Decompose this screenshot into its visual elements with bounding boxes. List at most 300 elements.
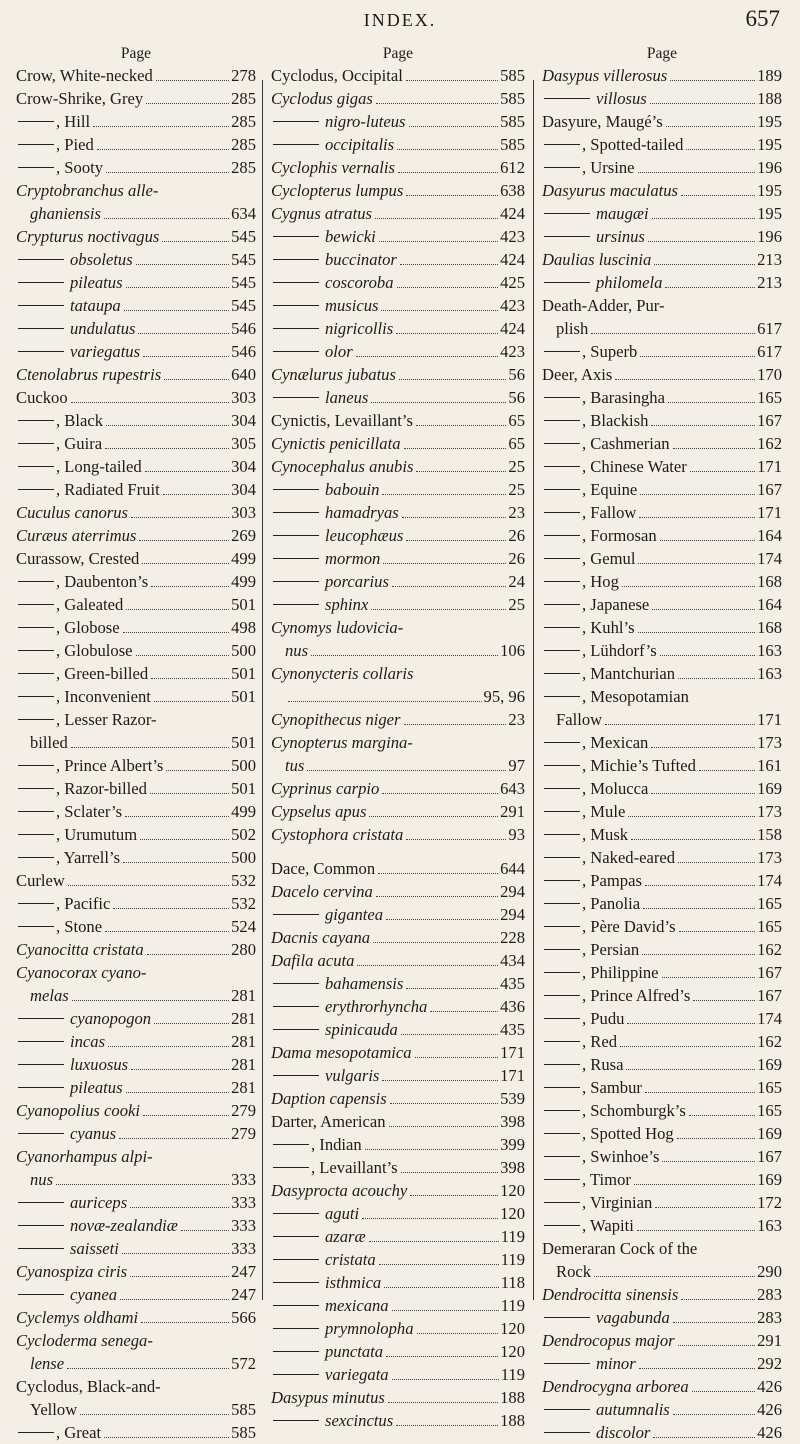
entry-term: ghaniensis (30, 204, 101, 223)
index-entry (542, 616, 782, 639)
entry-term: , Great (56, 1423, 102, 1442)
entry-term: , Chinese Water (582, 457, 687, 476)
index-entry (16, 570, 256, 593)
dot-leader (686, 149, 755, 150)
index-entry (271, 501, 525, 524)
entry-term: , Guira (56, 434, 103, 453)
dot-leader (673, 448, 755, 449)
entry-page-number: 173 (757, 802, 782, 821)
dot-leader (410, 1195, 498, 1196)
entry-term: Cyprinus carpio (271, 779, 380, 798)
dot-leader (68, 885, 229, 886)
entry-term: , Razor-billed (56, 779, 147, 798)
entry-term: Rock (556, 1262, 592, 1281)
dot-leader (689, 1115, 755, 1116)
dot-leader (668, 402, 755, 403)
entry-page-number: 25 (508, 595, 525, 614)
dot-leader (369, 816, 498, 817)
dot-leader (106, 172, 229, 173)
entry-page-number: 425 (500, 273, 525, 292)
dot-leader (693, 1000, 755, 1001)
entry-page-number: 247 (231, 1262, 256, 1281)
entry-page-number: 195 (757, 135, 782, 154)
index-entry (271, 1179, 525, 1202)
entry-page-number: 333 (231, 1193, 256, 1212)
dot-leader (147, 954, 229, 955)
entry-term: Dendrocitta sinensis (542, 1285, 679, 1304)
index-entry (16, 1237, 256, 1260)
index-entry (16, 800, 256, 823)
dot-leader (638, 563, 755, 564)
entry-page-number: 213 (757, 273, 782, 292)
entry-term: , Stone (56, 917, 103, 936)
entry-term: , Mule (582, 802, 626, 821)
index-entry (16, 248, 256, 271)
index-entry (16, 1168, 256, 1191)
entry-page-number: 426 (757, 1423, 782, 1442)
entry-term: cyanus (70, 1124, 117, 1143)
dot-leader (130, 1207, 229, 1208)
index-entry (271, 926, 525, 949)
entry-page-number: 638 (500, 181, 525, 200)
dot-leader (311, 655, 498, 656)
index-entry (542, 938, 782, 961)
dot-leader (397, 149, 498, 150)
entry-page-number: 169 (757, 1055, 782, 1074)
index-entry (16, 984, 256, 1007)
entry-term: Cynomys ludovicia- (271, 618, 404, 637)
index-entry (542, 823, 782, 846)
entry-term: erythrorhyncha (325, 997, 428, 1016)
entry-term: sphinx (325, 595, 369, 614)
column-rule (262, 80, 263, 1300)
dot-leader (151, 678, 229, 679)
entry-term: , Persian (582, 940, 640, 959)
dot-leader (126, 1092, 229, 1093)
page-header (0, 4, 800, 38)
dot-leader (123, 862, 229, 863)
entry-page-number: 566 (231, 1308, 256, 1327)
entry-term: , Pudu (582, 1009, 625, 1028)
entry-term: , Gemul (582, 549, 636, 568)
entry-page-number: 545 (231, 273, 256, 292)
entry-term: , Japanese (582, 595, 650, 614)
dot-leader (651, 425, 755, 426)
entry-page-number: 435 (500, 974, 525, 993)
entry-page-number: 634 (231, 204, 256, 223)
index-entry (271, 386, 525, 409)
entry-page-number: 93 (508, 825, 525, 844)
entry-term: plish (556, 319, 589, 338)
entry-page-number: 499 (231, 572, 256, 591)
entry-term: saisseti (70, 1239, 119, 1258)
dot-leader (643, 908, 755, 909)
index-entry (542, 248, 782, 271)
entry-term: , Red (582, 1032, 618, 1051)
index-column-2 (271, 44, 525, 1432)
entry-term: Cypselus apus (271, 802, 367, 821)
index-entry (16, 363, 256, 386)
index-entry (271, 179, 525, 202)
index-entry (542, 1076, 782, 1099)
entry-term: Cyanocorax cyano- (16, 963, 147, 982)
index-entry (542, 1329, 782, 1352)
entry-term: , Mesopotamian (582, 687, 689, 706)
entry-page-number: 163 (757, 664, 782, 683)
entry-page-number: 545 (231, 227, 256, 246)
index-entry (271, 87, 525, 110)
entry-term: luxuosus (70, 1055, 129, 1074)
dot-leader (699, 770, 755, 771)
entry-term: , Virginian (582, 1193, 653, 1212)
dot-leader (627, 1023, 755, 1024)
page-column-heading: Page (120, 45, 152, 62)
entry-term: , Cashmerian (582, 434, 670, 453)
dot-leader (645, 1092, 755, 1093)
dot-leader (673, 1414, 755, 1415)
entry-page-number: 281 (231, 1055, 256, 1074)
index-entry (271, 202, 525, 225)
index-entry (16, 1260, 256, 1283)
dot-leader (378, 873, 498, 874)
dot-leader (382, 1080, 498, 1081)
index-entry (542, 547, 782, 570)
dot-leader (362, 1218, 498, 1219)
entry-page-number: 501 (231, 687, 256, 706)
entry-page-number: 173 (757, 733, 782, 752)
entry-term: Cryptobranchus alle- (16, 181, 159, 200)
dot-leader (662, 1161, 755, 1162)
entry-term: , Molucca (582, 779, 649, 798)
dot-leader (402, 517, 506, 518)
entry-page-number: 173 (757, 848, 782, 867)
index-entry (271, 271, 525, 294)
entry-page-number: 423 (500, 342, 525, 361)
entry-page-number: 304 (231, 457, 256, 476)
index-entry (16, 1398, 256, 1421)
dot-leader (396, 1425, 498, 1426)
dot-leader (406, 80, 498, 81)
entry-term: Curassow, Crested (16, 549, 140, 568)
entry-page-number: 26 (508, 549, 525, 568)
index-entry (16, 271, 256, 294)
entry-page-number: 119 (500, 1296, 525, 1315)
dot-leader (156, 80, 229, 81)
dot-leader (417, 1333, 498, 1334)
entry-term: lense (30, 1354, 65, 1373)
index-entry (16, 846, 256, 869)
index-entry (16, 662, 256, 685)
index-entry (271, 823, 525, 846)
index-entry (16, 1352, 256, 1375)
entry-page-number: 195 (757, 204, 782, 223)
entry-term: Cycloderma senega- (16, 1331, 153, 1350)
index-entry (16, 754, 256, 777)
entry-term: , Pied (56, 135, 94, 154)
dot-leader (384, 1287, 499, 1288)
dot-leader (357, 965, 498, 966)
entry-term: Cuculus canorus (16, 503, 129, 522)
dot-leader (654, 264, 755, 265)
entry-page-number: 585 (500, 66, 525, 85)
entry-page-number: 585 (500, 135, 525, 154)
index-entry (542, 133, 782, 156)
index-entry (542, 386, 782, 409)
entry-term: Deer, Axis (542, 365, 613, 384)
dot-leader (162, 241, 229, 242)
entry-page-number: 292 (757, 1354, 782, 1373)
index-entry (542, 1030, 782, 1053)
entry-page-number: 95, 96 (483, 687, 525, 706)
entry-page-number: 118 (500, 1273, 525, 1292)
entry-term: babouin (325, 480, 380, 499)
entry-term: Cynictis penicillata (271, 434, 401, 453)
entry-page-number: 162 (757, 1032, 782, 1051)
index-entry (271, 340, 525, 363)
entry-page-number: 398 (500, 1112, 525, 1131)
index-entry (16, 317, 256, 340)
index-entry (16, 892, 256, 915)
entry-page-number: 500 (231, 641, 256, 660)
entry-page-number: 158 (757, 825, 782, 844)
entry-term: hamadryas (325, 503, 399, 522)
entry-page-number: 169 (757, 779, 782, 798)
index-entry (271, 409, 525, 432)
index-entry (542, 478, 782, 501)
dot-leader (382, 793, 498, 794)
entry-page-number: 303 (231, 388, 256, 407)
entry-term: Dendrocygna arborea (542, 1377, 689, 1396)
entry-term: , Kuhl’s (582, 618, 635, 637)
entry-term: coscoroba (325, 273, 394, 292)
index-entry (271, 363, 525, 386)
entry-term: Dasypus minutus (271, 1388, 385, 1407)
entry-term: buccinator (325, 250, 397, 269)
index-entry (271, 800, 525, 823)
dot-leader (138, 333, 229, 334)
index-entry (271, 478, 525, 501)
dot-leader (146, 103, 229, 104)
dot-leader (628, 816, 755, 817)
dot-leader (677, 1138, 755, 1139)
dot-leader (371, 402, 506, 403)
index-entry (16, 869, 256, 892)
index-entry (16, 1375, 256, 1398)
index-entry (542, 915, 782, 938)
dot-leader (163, 494, 229, 495)
index-entry (271, 1202, 525, 1225)
index-entry (16, 1122, 256, 1145)
dot-leader (119, 1138, 229, 1139)
index-entry (271, 1409, 525, 1432)
index-entry (16, 593, 256, 616)
index-entry (542, 1191, 782, 1214)
entry-term: , Prince Alfred’s (582, 986, 691, 1005)
index-entry (542, 846, 782, 869)
index-entry (542, 1283, 782, 1306)
index-entry (542, 1306, 782, 1329)
entry-term: azaræ (325, 1227, 366, 1246)
entry-term: , Green-billed (56, 664, 149, 683)
entry-page-number: 546 (231, 342, 256, 361)
entry-term: , Philippine (582, 963, 659, 982)
entry-term: billed (30, 733, 68, 752)
index-entry (542, 685, 782, 708)
index-entry (16, 87, 256, 110)
dot-leader (637, 1230, 755, 1231)
entry-page-number: 119 (500, 1227, 525, 1246)
entry-page-number: 279 (231, 1124, 256, 1143)
index-entry (16, 1421, 256, 1444)
entry-term: philomela (596, 273, 663, 292)
entry-page-number: 196 (757, 227, 782, 246)
index-entry (16, 524, 256, 547)
index-entry (542, 455, 782, 478)
dot-leader (139, 540, 229, 541)
index-entry (271, 1041, 525, 1064)
index-entry (16, 1099, 256, 1122)
entry-term: nus (285, 641, 309, 660)
dot-leader (690, 471, 755, 472)
entry-term: Daulias luscinia (542, 250, 652, 269)
index-column-3 (542, 44, 782, 1444)
page-number: 657 (745, 6, 780, 31)
dot-leader (399, 379, 506, 380)
entry-term: , Pacific (56, 894, 111, 913)
index-entry (16, 110, 256, 133)
page-column-heading: Page (646, 45, 678, 62)
dot-leader (382, 494, 506, 495)
entry-page-number: 283 (757, 1285, 782, 1304)
index-entry (16, 1283, 256, 1306)
index-entry (271, 1363, 525, 1386)
dot-leader (142, 563, 229, 564)
entry-term: variegata (325, 1365, 389, 1384)
index-entry (16, 64, 256, 87)
dot-leader (645, 885, 755, 886)
index-entry (542, 1122, 782, 1145)
dot-leader (398, 172, 498, 173)
index-entry (16, 1030, 256, 1053)
dot-leader (665, 287, 755, 288)
entry-term: , Sooty (56, 158, 104, 177)
index-entry (271, 294, 525, 317)
dot-leader (639, 1368, 755, 1369)
entry-term: , Hill (56, 112, 91, 131)
entry-page-number: 23 (508, 503, 525, 522)
dot-leader (71, 402, 229, 403)
entry-page-number: 174 (757, 1009, 782, 1028)
index-entry (271, 972, 525, 995)
dot-leader (375, 218, 498, 219)
dot-leader (416, 425, 506, 426)
index-entry (542, 1237, 782, 1260)
entry-term: , Pampas (582, 871, 642, 890)
index-entry (542, 731, 782, 754)
entry-page-number: 532 (231, 871, 256, 890)
entry-page-number: 501 (231, 779, 256, 798)
index-entry (16, 133, 256, 156)
dot-leader (145, 471, 229, 472)
entry-page-number: 501 (231, 733, 256, 752)
entry-term: , Spotted-tailed (582, 135, 684, 154)
entry-term: , Schomburgk’s (582, 1101, 686, 1120)
index-entry (16, 294, 256, 317)
dot-leader (376, 896, 498, 897)
index-entry (16, 156, 256, 179)
entry-term: , Inconvenient (56, 687, 151, 706)
index-entry (542, 179, 782, 202)
index-entry (271, 1294, 525, 1317)
dot-leader (105, 448, 229, 449)
index-entry (271, 903, 525, 926)
dot-leader (140, 839, 229, 840)
entry-term: , Rusa (582, 1055, 624, 1074)
entry-term: laneus (325, 388, 369, 407)
entry-page-number: 399 (500, 1135, 525, 1154)
dot-leader (379, 1264, 499, 1265)
entry-page-number: 291 (757, 1331, 782, 1350)
dot-leader (136, 655, 229, 656)
entry-page-number: 424 (500, 204, 525, 223)
index-entry (271, 1248, 525, 1271)
entry-page-number: 539 (500, 1089, 525, 1108)
entry-term: discolor (596, 1423, 651, 1442)
entry-page-number: 291 (500, 802, 525, 821)
index-entry (16, 1214, 256, 1237)
dot-leader (131, 1069, 229, 1070)
dot-leader (56, 1184, 229, 1185)
entry-term: punctata (325, 1342, 384, 1361)
entry-term: cristata (325, 1250, 376, 1269)
entry-page-number: 424 (500, 250, 525, 269)
entry-term: minor (596, 1354, 636, 1373)
index-entry (542, 271, 782, 294)
index-entry (542, 1260, 782, 1283)
entry-term: Dama mesopotamica (271, 1043, 412, 1062)
dot-leader (650, 103, 755, 104)
dot-leader (591, 333, 755, 334)
entry-term: nus (30, 1170, 54, 1189)
entry-page-number: 435 (500, 1020, 525, 1039)
entry-page-number: 165 (757, 894, 782, 913)
entry-term: , Daubenton’s (56, 572, 149, 591)
index-entry (271, 133, 525, 156)
entry-page-number: 171 (757, 503, 782, 522)
dot-leader (404, 724, 506, 725)
index-entry (542, 202, 782, 225)
entry-page-number: 171 (757, 457, 782, 476)
entry-page-number: 172 (757, 1193, 782, 1212)
page-column-heading: Page (382, 45, 414, 62)
entry-term: auriceps (70, 1193, 128, 1212)
entry-term: Cuckoo (16, 388, 68, 407)
index-entry (542, 662, 782, 685)
entry-page-number: 106 (500, 641, 525, 660)
entry-page-number: 281 (231, 1078, 256, 1097)
entry-term: vagabunda (596, 1308, 670, 1327)
index-entry (271, 317, 525, 340)
index-entry (271, 1340, 525, 1363)
entry-term: Death-Adder, Pur- (542, 296, 665, 315)
index-entry (542, 524, 782, 547)
dot-leader (104, 1437, 229, 1438)
entry-term: Dasypus villerosus (542, 66, 668, 85)
entry-page-number: 426 (757, 1377, 782, 1396)
entry-page-number: 436 (500, 997, 525, 1016)
entry-term: , Lesser Razor- (56, 710, 157, 729)
entry-page-number: 165 (757, 1101, 782, 1120)
